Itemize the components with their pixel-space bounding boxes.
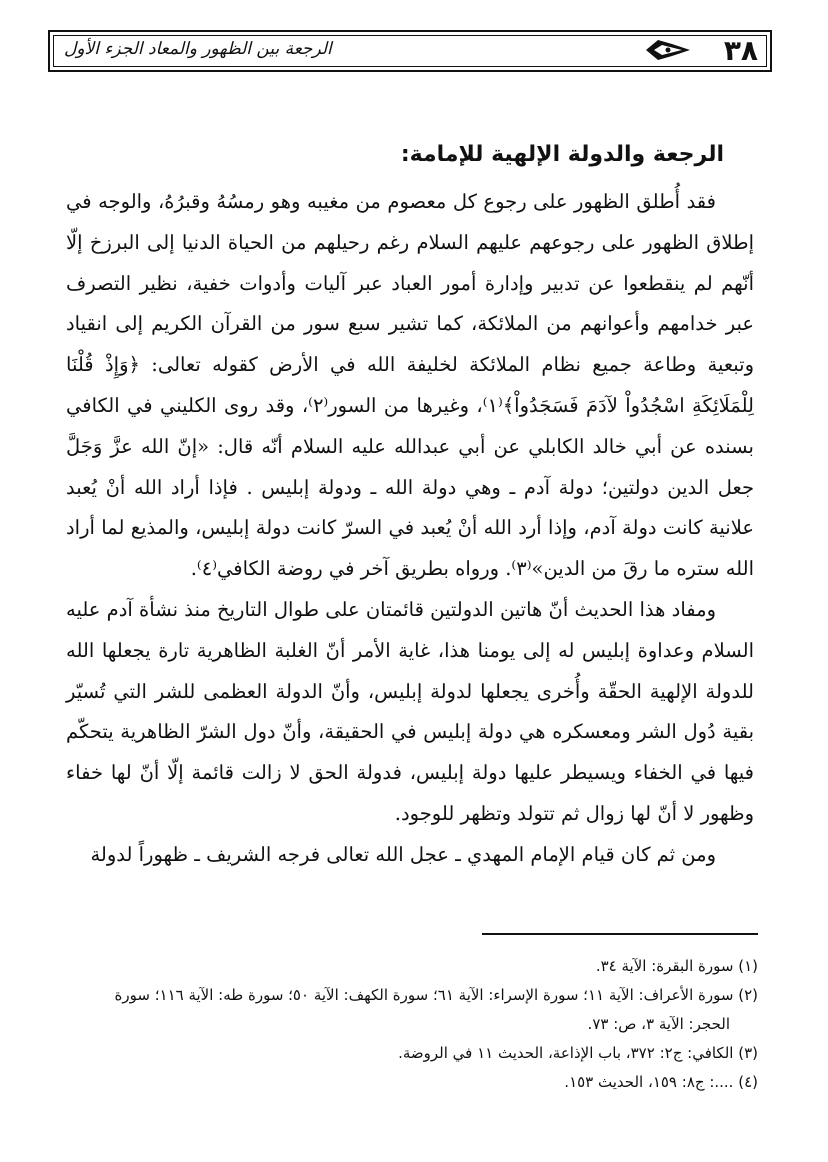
page-number: ٣٨ xyxy=(723,34,758,67)
section-heading: الرجعة والدولة الإلهية للإمامة: xyxy=(400,142,724,167)
paragraph: ومن ثم كان قيام الإمام المهدي ـ عجل الله تعالى فرجه الشريف ـ ظهوراً لدولة xyxy=(90,842,716,866)
paragraph: فقد أُطلق الظهور على رجوع كل معصوم من مغيبه وهو رمسُهُ وقبرُهُ، والوجه في إطلاق الظهور على رجوعهم عليهم السلام رغم رحيلهم من الحياة الدنيا إلى البرزخ إلّا أنّهم لم ينقطعوا عن تدبير وإدارة أمور العباد عبر آليات وأدوات خفية، نظير التصرف عبر خدامهم وأعوانهم من الملائكة، كما تشير سبع سور من القرآن الكريم إلى انقياد وتبعية وطاعة جميع نظام الملائكة لخليفة الله في الأرض كقوله تعالى: ﴿وَإِذْ قُلْنَا لِلْمَلَائِكَةِ اسْجُدُواْ لآدَمَ فَسَجَدُواْ﴾⁽١⁾، وغيرها من السور⁽٢⁾، وقد روى الكليني في الكافي بسنده عن أبي خالد الكابلي عن أبي عبدالله عليه السلام أنّه قال: «إنّ الله عزَّ وَجَلَّ جعل الدين دولتين؛ دولة آدم ـ وهي دولة الله ـ ودولة إبليس . فإذا أراد الله أنْ يُعبد علانية كانت دولة آدم، وإذا أرد الله أنْ يُعبد في السرّ كانت دولة إبليس، والمذيع لما أراد الله ستره ما رقَ من الدين»⁽٣⁾. ورواه بطريق آخر في روضة الكافي⁽٤⁾. xyxy=(66,190,754,581)
footnote: (٤) ....: ج٨: ١٥٩، الحديث ١٥٣. xyxy=(564,1073,758,1091)
paragraph: ومفاد هذا الحديث أنّ هاتين الدولتين قائمتان على طوال التاريخ منذ نشأة آدم عليه السلام وعداوة إبليس له إلى يومنا هذا، غاية الأمر أنّ الغلبة الظاهرية تارة يجعلها الله للدولة الإلهية الحقّة وأُخرى يجعلها لدولة إبليس، وأنّ الدولة العظمى للشر التي تُسيّر بقية دُول الشر ومعسكره هي دولة إبليس في الحقيقة، وأنّ دول الشرّ الظاهرية يتحكّم فيها في الخفاء ويسيطر عليها دولة إبليس، فدولة الحق لا زالت قائمة إلّا أنّ لها خفاء وظهور لا أنّ لها زوال ثم تتولد وتظهر للوجود. xyxy=(66,597,754,825)
footnote-continuation: الحجر: الآية ٣، ص: ٧٣. xyxy=(587,1015,730,1033)
ornament-icon xyxy=(644,38,692,62)
footnote: (١) سورة البقرة: الآية ٣٤. xyxy=(595,957,758,975)
body-text xyxy=(66,182,754,876)
running-header xyxy=(48,30,772,72)
footnote: (٢) سورة الأعراف: الآية ١١؛ سورة الإسراء: الآية ٦١؛ سورة الكهف: الآية ٥٠؛ سورة طه: الآية ١١٦؛ سورة xyxy=(114,986,758,1004)
running-title: الرجعة بين الظهور والمعاد الجزء الأول xyxy=(64,39,332,59)
footnotes xyxy=(68,952,758,1097)
footnote: (٣) الكافي: ج٢: ٣٧٢، باب الإذاعة، الحديث ١١ في الروضة. xyxy=(398,1044,758,1062)
footnote-divider xyxy=(482,933,758,935)
